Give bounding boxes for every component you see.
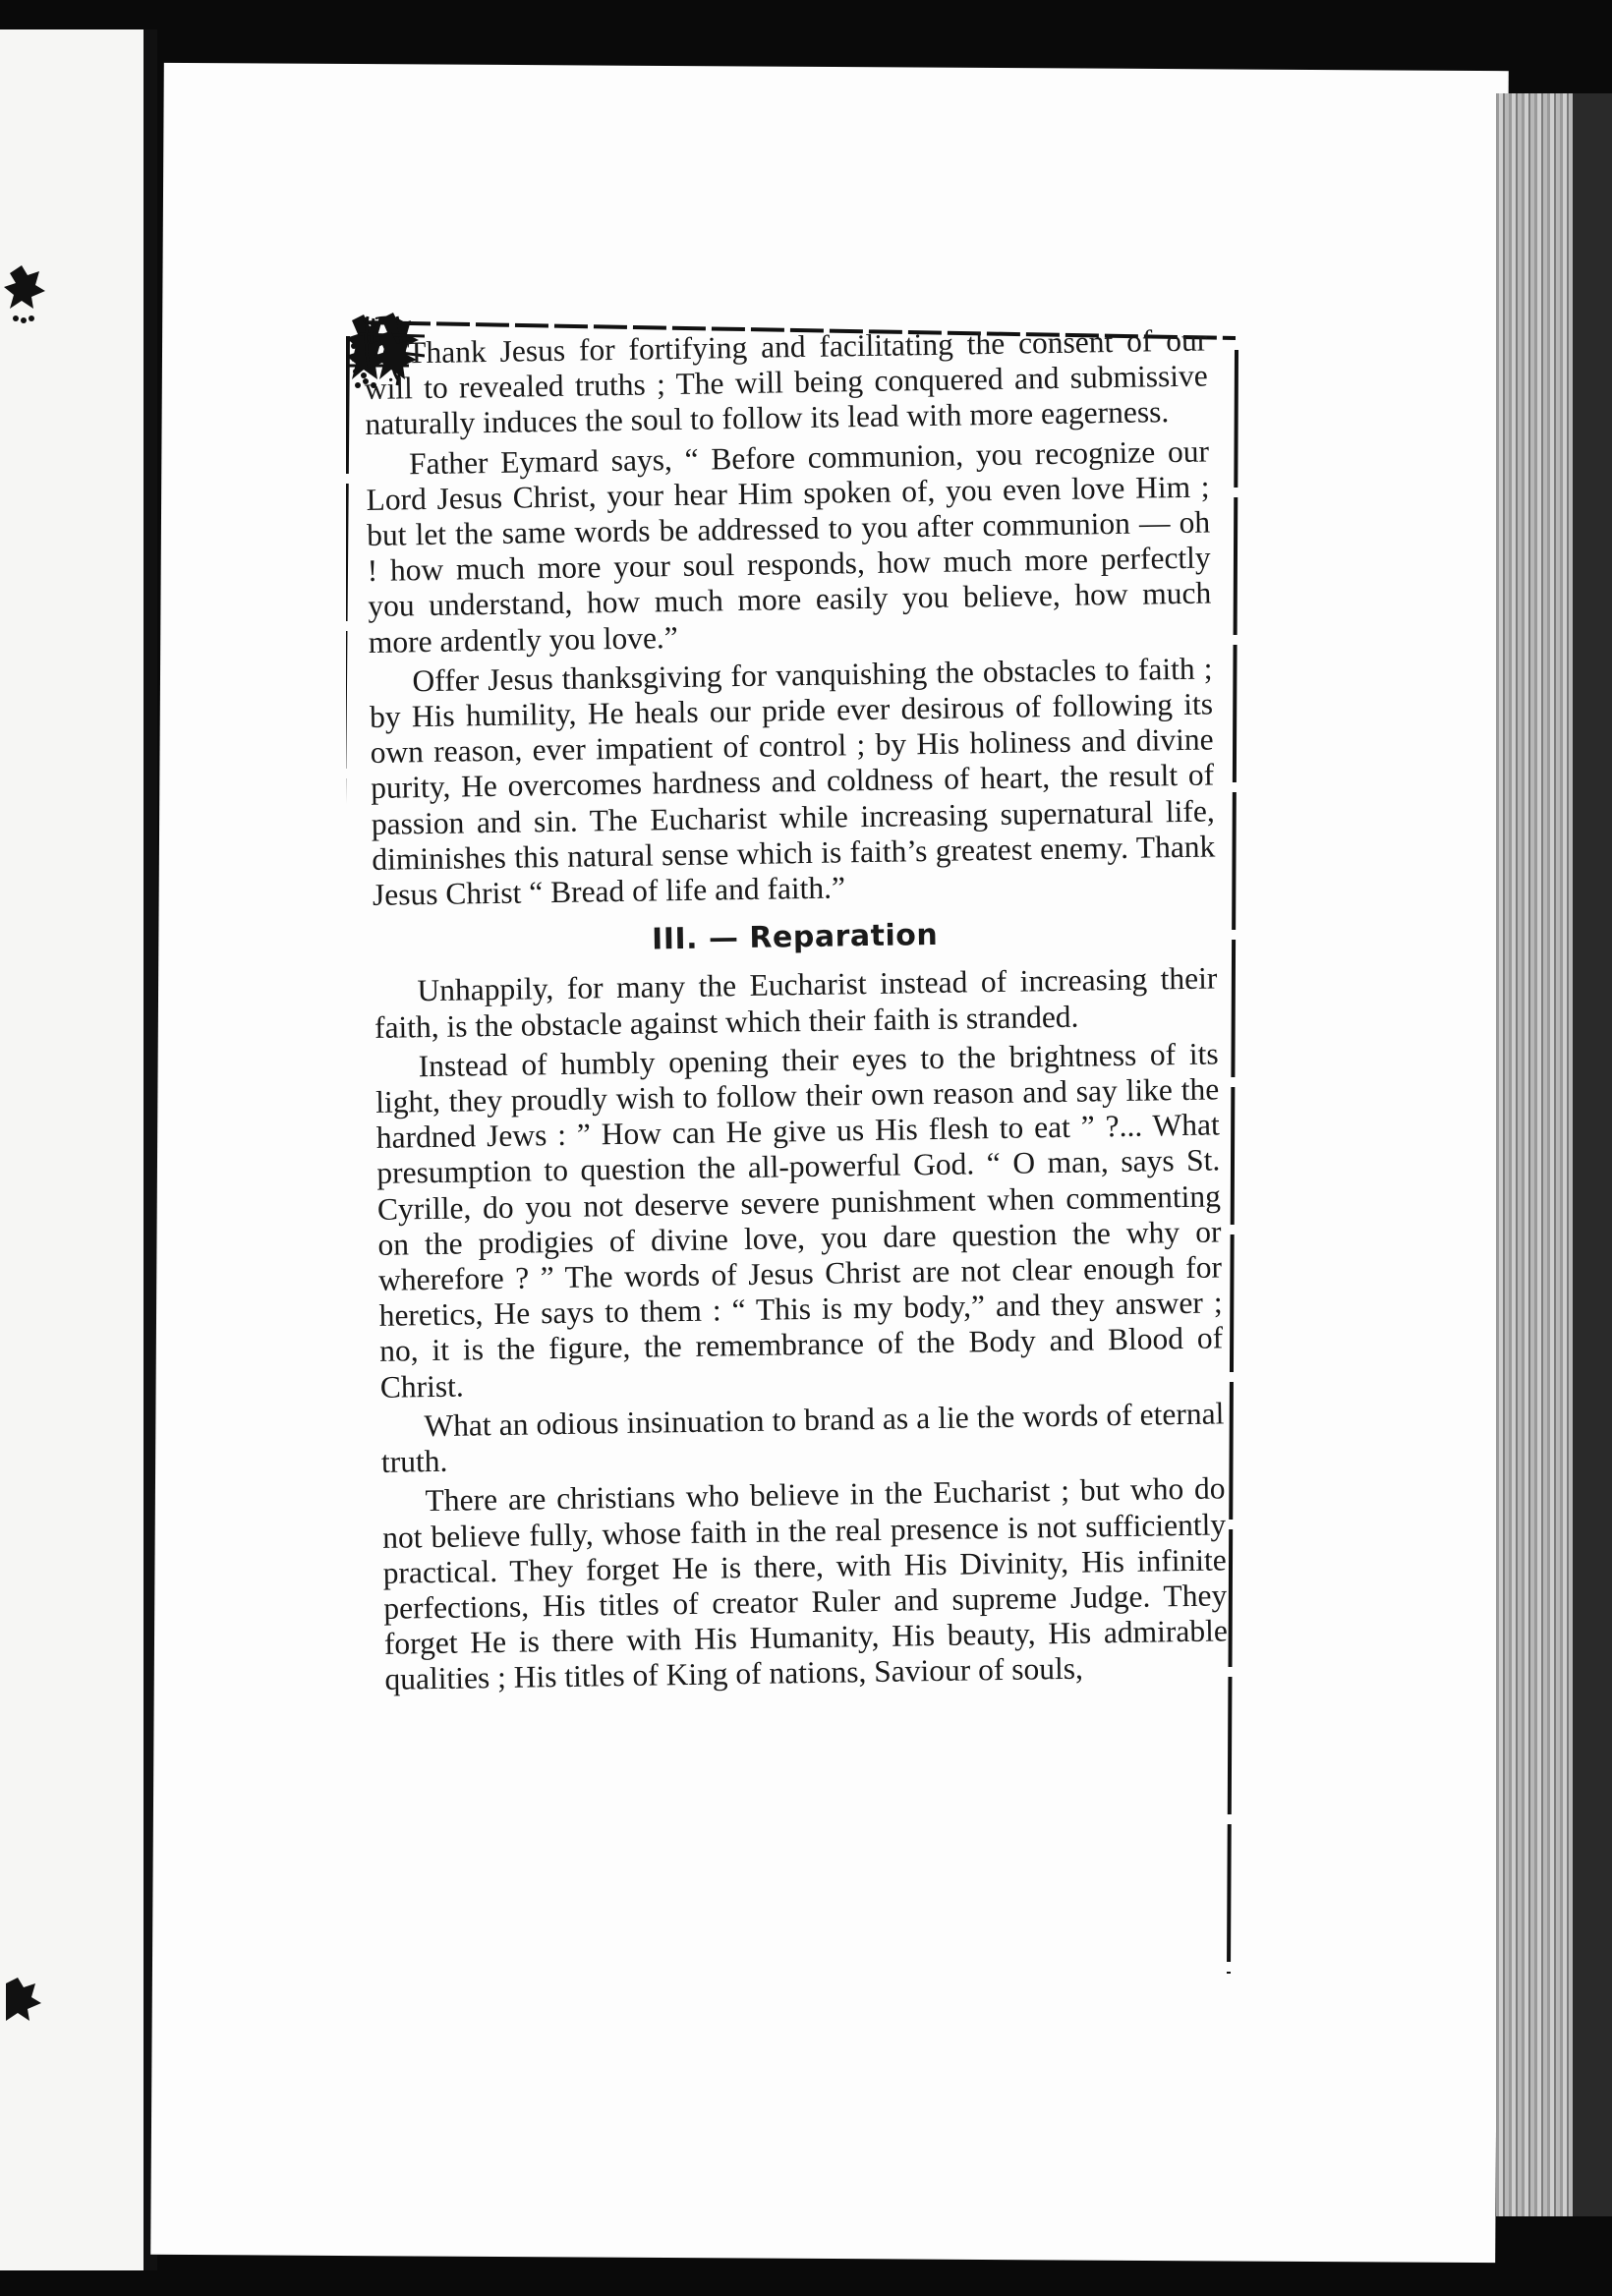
page-text <box>364 323 1229 1698</box>
paragraph: There are christians who believe in the Eucharist ; but who do not believe fully, whose faith in the real presence is not sufficiently practical. They forget He is there, with His Divinity, His infinite perfections, His titles of creator Ruler and supreme Judge. They forget He is there with His Humanity, His beauty, His admirable qualities ; His titles of King of nations, Saviour of souls, <box>381 1470 1229 1697</box>
vine-leaf-ornament-icon <box>2 263 47 342</box>
vine-leaf-ornament-icon <box>2 1974 47 2052</box>
paragraph: Thank Jesus for fortifying and facilitating the consent of our will to revealed truths ; The will being conquered and submissive naturally induces the soul to follow its lead with more eagerness. <box>364 322 1209 442</box>
paragraph: Offer Jesus thanksgiving for vanquishing the obstacles to faith ; by His humility, He heals our pride ever desirous of following its own reason, ever impatient of control ; by His holiness and divine purity, He overcomes hardness and coldness of heart, the result of passion and sin. The Eucharist while increasing supernatural life, diminishes this natural sense which is faith’s greatest enemy. Thank Jesus Christ “ Bread of life and faith.” <box>369 651 1216 912</box>
previous-page-edge <box>0 29 145 2270</box>
paragraph: Instead of humbly opening their eyes to the brightness of its light, they proudly wish to follow their own reason and say like the hardned Jews : ” How can He give us His flesh to eat ” ?... What presumption to question the all-powerful God. “ O man, says St. Cyrille, do you not deserve severe punishment when commenting on the prodigies of divine love, you dare question the why or wherefore ? ” The words of Jesus Christ are not clear enough for heretics, He says to them : “ This is my body,” and they answer ; no, it is the figure, the remembrance of the Body and Blood of Christ. <box>374 1036 1224 1405</box>
paragraph: Unhappily, for many the Eucharist instead of increasing their faith, is the obstacle against which their faith is stranded. <box>374 960 1218 1045</box>
paragraph: Father Eymard says, “ Before communion, you recognize our Lord Jesus Christ, your hear Him spoken of, you even love Him ; but let the same words be addressed to you after communion — oh ! how much more your soul responds, how much more perfectly you understand, how much more easily you believe, how much more ardently you love.” <box>366 433 1212 660</box>
paragraph: What an odious insinuation to brand as a lie the words of eternal truth. <box>380 1396 1225 1479</box>
section-heading: III. — Reparation <box>651 918 939 957</box>
book-cover-edge <box>1573 93 1612 2216</box>
